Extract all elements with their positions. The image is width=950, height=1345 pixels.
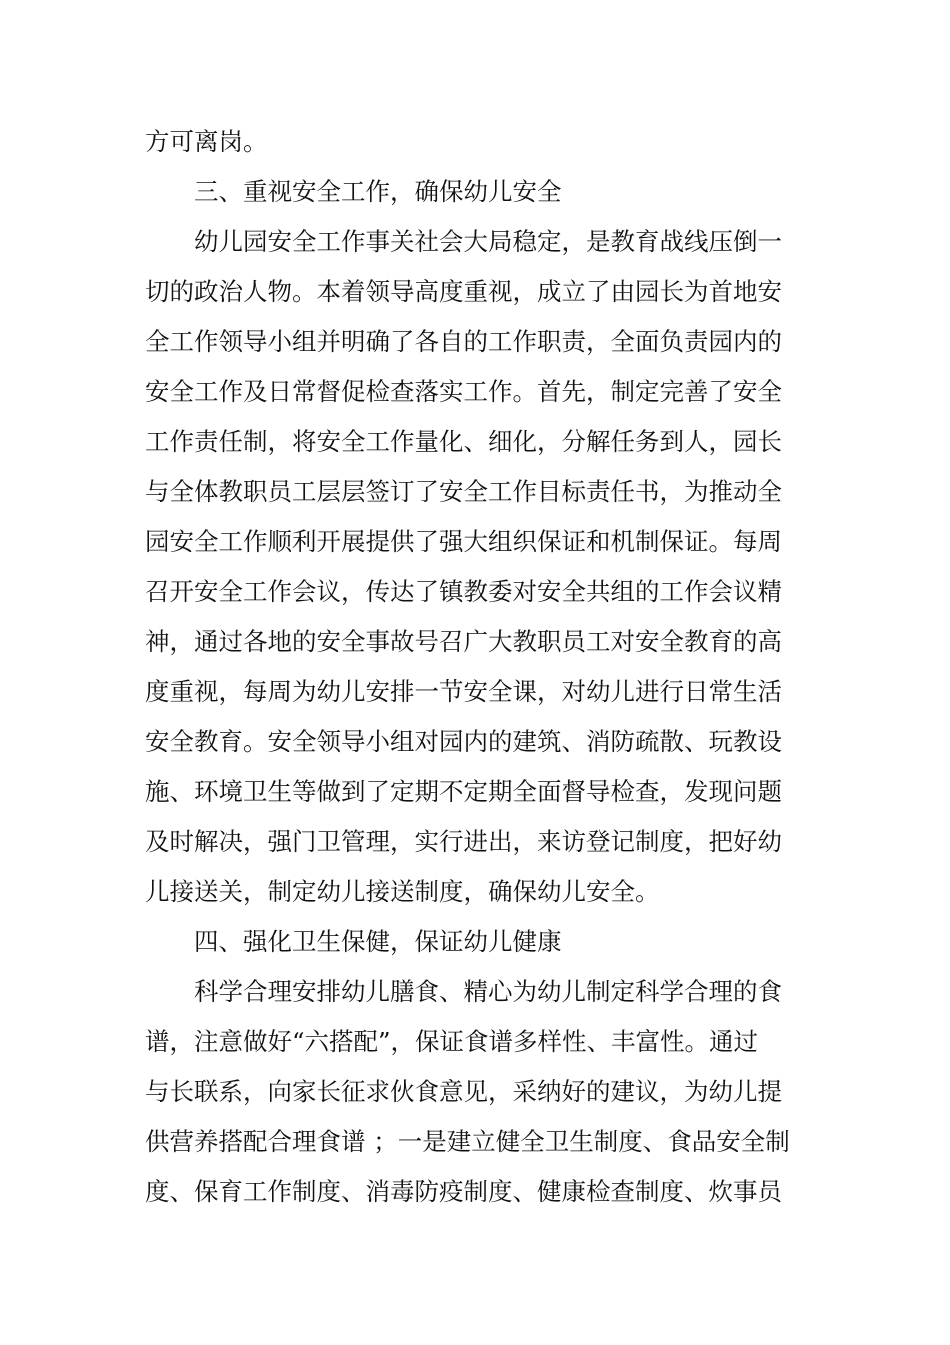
text-line: 工作责任制，将安全工作量化、细化，分解任务到人，园长: [145, 427, 782, 456]
text-line: 安全工作及日常督促检查落实工作。首先，制定完善了安全: [145, 377, 782, 406]
text-line: 科学合理安排幼儿膳食、精心为幼儿制定科学合理的食: [194, 977, 782, 1006]
text-line: 方可离岗。: [145, 127, 268, 156]
text-line: 召开安全工作会议，传达了镇教委对安全共组的工作会议精: [145, 577, 782, 606]
text-line: 施、环境卫生等做到了定期不定期全面督导检查，发现问题: [145, 777, 782, 806]
text-line: 与全体教职员工层层签订了安全工作目标责任书，为推动全: [145, 477, 782, 506]
text-line: 儿接送关，制定幼儿接送制度，确保幼儿安全。: [145, 877, 660, 906]
text-line: 切的政治人物。本着领导高度重视，成立了由园长为首地安: [145, 277, 782, 306]
section-heading: 三、重视安全工作，确保幼儿安全: [194, 177, 562, 206]
text-line: 度重视，每周为幼儿安排一节安全课，对幼儿进行日常生活: [145, 677, 782, 706]
text-line: 与长联系，向家长征求伙食意见，采纳好的建议，为幼儿提: [145, 1077, 782, 1106]
text-line: 园安全工作顺利开展提供了强大组织保证和机制保证。每周: [145, 527, 782, 556]
text-line: 安全教育。安全领导小组对园内的建筑、消防疏散、玩教设: [145, 727, 782, 756]
section-heading: 四、强化卫生保健，保证幼儿健康: [194, 927, 562, 956]
text-line: 度、保育工作制度、消毒防疫制度、健康检查制度、炊事员: [145, 1177, 782, 1206]
text-line: 谱，注意做好“六搭配”，保证食谱多样性、丰富性。通过: [145, 1027, 759, 1056]
text-line: 幼儿园安全工作事关社会大局稳定，是教育战线压倒一: [194, 227, 782, 256]
text-line: 全工作领导小组并明确了各自的工作职责，全面负责园内的: [145, 327, 782, 356]
text-line: 及时解决，强门卫管理，实行进出，来访登记制度，把好幼: [145, 827, 782, 856]
text-line: 供营养搭配合理食谱 ；一是建立健全卫生制度、食品安全制: [145, 1127, 790, 1156]
text-line: 神，通过各地的安全事故号召广大教职员工对安全教育的高: [145, 627, 782, 656]
